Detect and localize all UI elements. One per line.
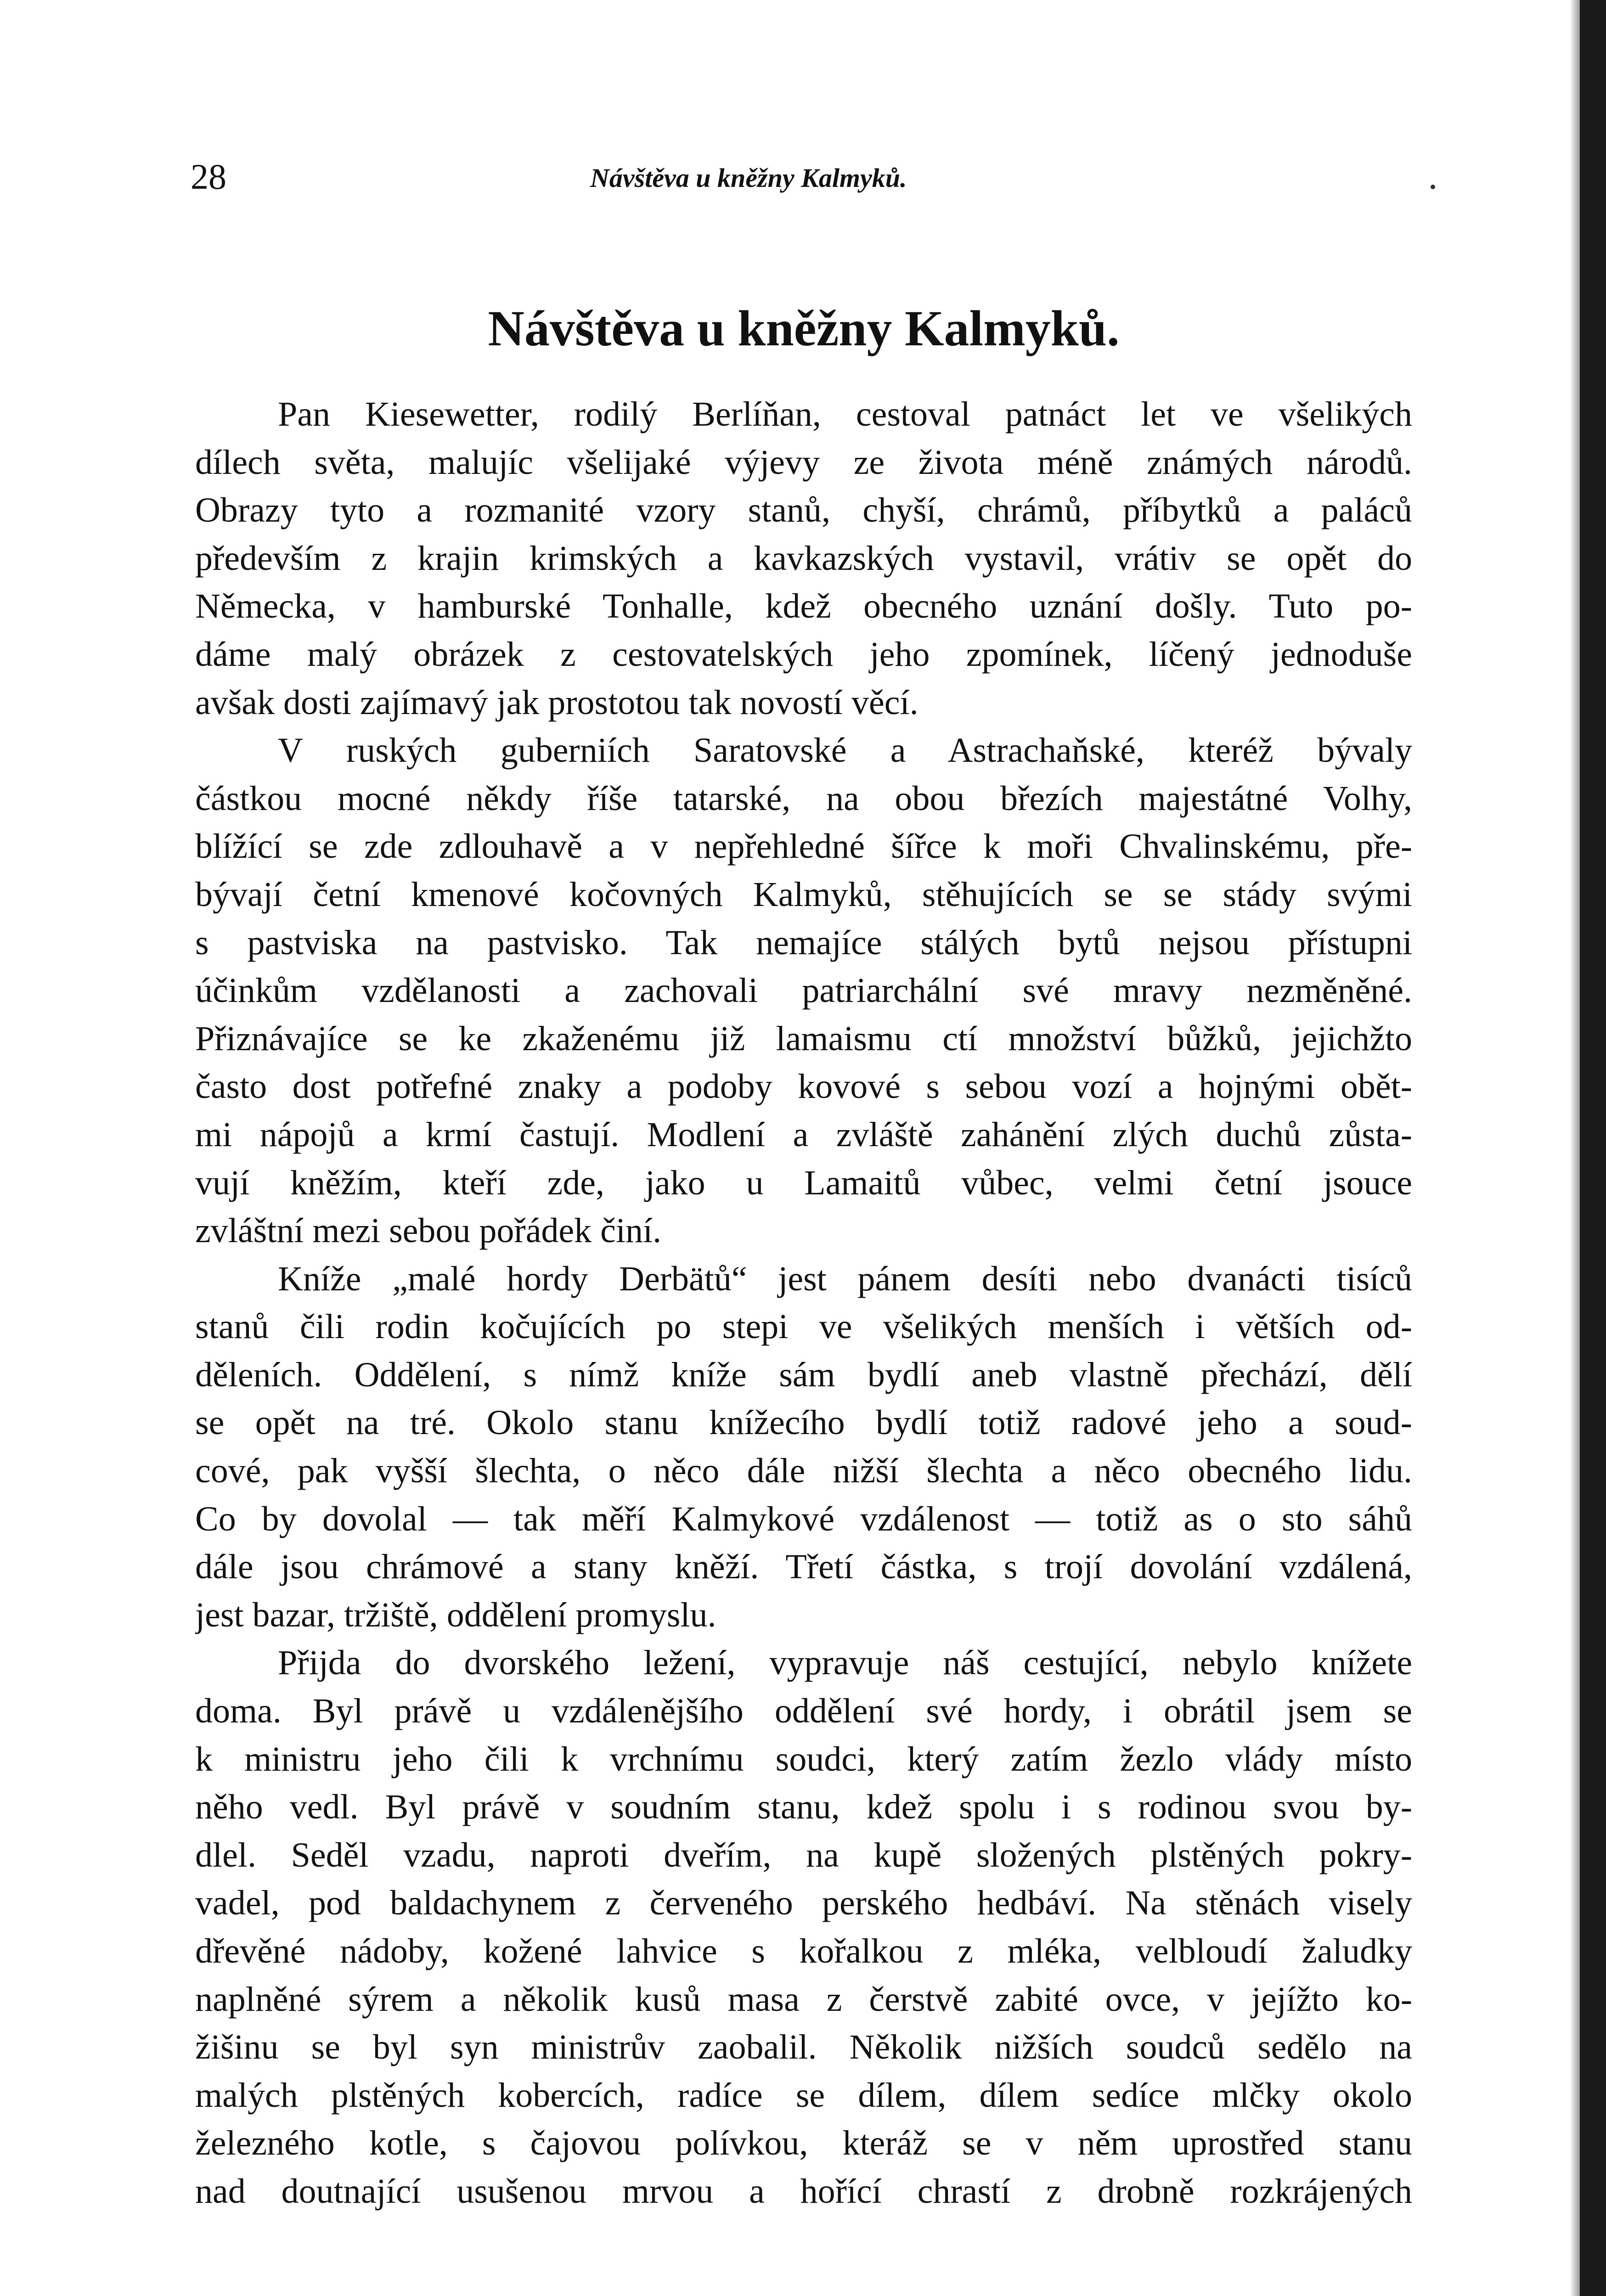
scan-edge-shadow bbox=[1570, 0, 1580, 2296]
text-line: Německa, v hamburské Tonhalle, kdež obecného uznání došly. Tuto po- bbox=[195, 587, 1412, 626]
text-line: Pan Kiesewetter, rodilý Berlíňan, cestoval patnáct let ve všelikých bbox=[278, 395, 1412, 433]
text-line: částkou mocné někdy říše tatarské, na obou březích majestátné Volhy, bbox=[195, 779, 1412, 818]
stray-mark bbox=[1431, 185, 1435, 189]
text-line: dřevěné nádoby, kožené lahvice s kořalkou z mléka, velbloudí žaludky bbox=[195, 1932, 1412, 1970]
text-line: především z krajin krimských a kavkazských vystavil, vrátiv se opět do bbox=[195, 539, 1412, 578]
text-line: bývají četní kmenové kočovných Kalmyků, stěhujících se se stády svými bbox=[195, 875, 1412, 914]
article-title: Návštěva u kněžny Kalmyků. bbox=[488, 300, 1120, 356]
text-line: Přijda do dvorského ležení, vypravuje náš cestující, nebylo knížete bbox=[278, 1643, 1412, 1683]
text-line: dlel. Seděl vzadu, naproti dveřím, na kupě složených plstěných pokry- bbox=[195, 1835, 1412, 1874]
text-line: dílech světa, malujíc všelijaké výjevy ze života méně známých národů. bbox=[195, 443, 1412, 482]
text-line: dále jsou chrámové a stany kněží. Třetí částka, s trojí dovolání vzdálená, bbox=[195, 1548, 1412, 1587]
text-line: se opět na tré. Okolo stanu knížecího bydlí totiž radové jeho a soud- bbox=[195, 1403, 1412, 1442]
text-line: Přiznávajíce se ke zkaženému již lamaismu ctí množství bůžků, jejichžto bbox=[195, 1019, 1412, 1058]
text-line: něho vedl. Byl právě v soudním stanu, kdež spolu i s rodinou svou by- bbox=[195, 1788, 1412, 1827]
running-head bbox=[191, 152, 1417, 202]
text-line: s pastviska na pastvisko. Tak nemajíce stálých bytů nejsou přístupni bbox=[195, 923, 1412, 962]
text-line: dáme malý obrázek z cestovatelských jeho zpomínek, líčený jednoduše bbox=[195, 635, 1412, 674]
text-line: V ruských guberniích Saratovské a Astrachaňské, kteréž bývaly bbox=[278, 731, 1412, 770]
text-line: účinkům vzdělanosti a zachovali patriarchální své mravy nezměněné. bbox=[195, 971, 1412, 1010]
scan-edge bbox=[1580, 0, 1606, 2296]
text-line: doma. Byl právě u vzdálenějšího oddělení své hordy, i obrátil jsem se bbox=[195, 1692, 1412, 1731]
text-line: zvláštní mezi sebou pořádek činí. bbox=[195, 1211, 662, 1250]
running-title: Návštěva u kněžny Kalmyků. bbox=[590, 163, 907, 193]
text-line: žišinu se byl syn ministrův zaobalil. Několik nižších soudců sedělo na bbox=[195, 2028, 1412, 2067]
page-number: 28 bbox=[191, 157, 226, 197]
article-body bbox=[195, 390, 1412, 2296]
text-line: stanů čili rodin kočujících po stepi ve všelikých menších i větších od- bbox=[195, 1307, 1412, 1346]
text-line: jest bazar, tržiště, oddělení promyslu. bbox=[195, 1595, 716, 1634]
text-line: cové, pak vyšší šlechta, o něco dále nižší šlechta a něco obecného lidu. bbox=[195, 1452, 1412, 1491]
text-line: železného kotle, s čajovou polívkou, kteráž se v něm uprostřed stanu bbox=[195, 2124, 1412, 2163]
text-line: Kníže „malé hordy Derbätů“ jest pánem desíti nebo dvanácti tisíců bbox=[278, 1259, 1412, 1298]
text-line: malých plstěných kobercích, radíce se dílem, dílem sedíce mlčky okolo bbox=[195, 2076, 1412, 2115]
text-line: avšak dosti zajímavý jak prostotou tak novostí věcí. bbox=[195, 683, 919, 722]
text-line: vadel, pod baldachynem z červeného perského hedbáví. Na stěnách visely bbox=[195, 1884, 1412, 1923]
text-line: Obrazy tyto a rozmanité vzory stanů, chyší, chrámů, příbytků a paláců bbox=[195, 491, 1412, 530]
text-line: naplněné sýrem a několik kusů masa z čerstvě zabité ovce, v jejížto ko- bbox=[195, 1980, 1412, 2019]
text-line: nad doutnající usušenou mrvou a hořící chrastí z drobně rozkrájených bbox=[195, 2172, 1412, 2211]
text-line: k ministru jeho čili k vrchnímu soudci, který zatím žezlo vlády místo bbox=[195, 1739, 1412, 1778]
text-line: vují kněžím, kteří zde, jako u Lamaitů vůbec, velmi četní jsouce bbox=[195, 1163, 1412, 1202]
text-line: děleních. Oddělení, s nímž kníže sám bydlí aneb vlastně přechází, dělí bbox=[195, 1355, 1412, 1394]
text-line: mi nápojů a krmí častují. Modlení a zvláště zahánění zlých duchů zůsta- bbox=[195, 1115, 1412, 1154]
text-line: blížící se zde zdlouhavě a v nepřehledné šířce k moři Chvalinskému, pře- bbox=[195, 827, 1412, 866]
text-line: často dost potřefné znaky a podoby kovové s sebou vozí a hojnými obět- bbox=[195, 1067, 1412, 1106]
text-line: Co by dovolal — tak měří Kalmykové vzdálenost — totiž as o sto sáhů bbox=[195, 1499, 1412, 1538]
